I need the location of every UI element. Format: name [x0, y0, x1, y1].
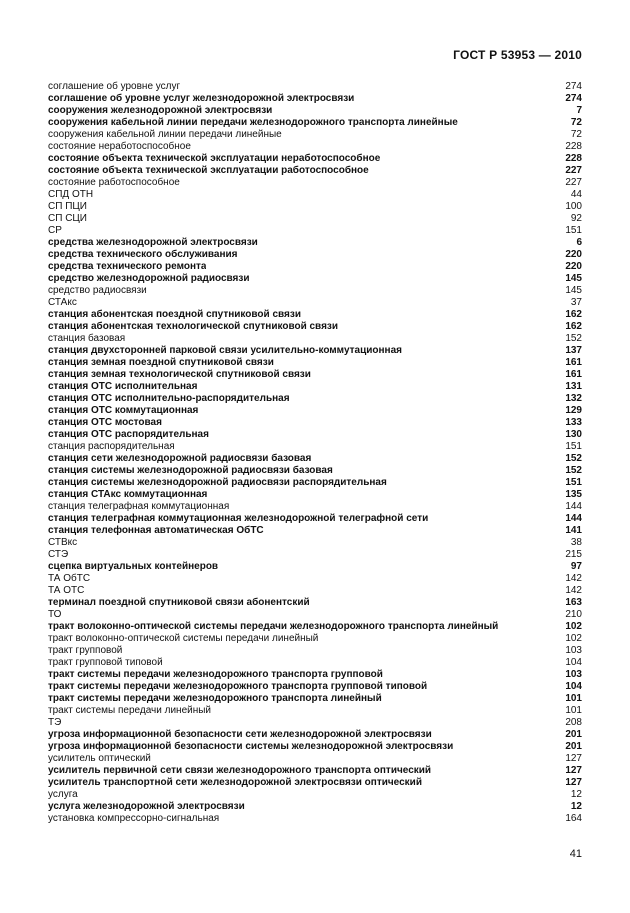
index-term: ТО [48, 609, 62, 620]
index-page-ref: 129 [565, 405, 582, 416]
index-entry [48, 417, 582, 429]
index-entry [48, 801, 582, 813]
index-page-ref: 145 [565, 273, 582, 284]
index-page-ref: 152 [565, 465, 582, 476]
index-term: ТА ОТС [48, 585, 85, 596]
index-page-ref: 131 [565, 381, 582, 392]
index-entry [48, 549, 582, 561]
index-entry [48, 573, 582, 585]
index-entry [48, 153, 582, 165]
index-entry [48, 357, 582, 369]
index-term: средства железнодорожной электросвязи [48, 237, 258, 248]
index-term: тракт системы передачи железнодорожного транспорта групповой [48, 669, 383, 680]
index-page-ref: 12 [570, 801, 582, 812]
index-page-ref: 151 [565, 477, 582, 488]
index-entry [48, 609, 582, 621]
index-term: усилитель оптический [48, 753, 151, 764]
index-entry [48, 597, 582, 609]
index-page-ref: 227 [565, 177, 582, 188]
index-entry [48, 117, 582, 129]
index-entry [48, 441, 582, 453]
index-entry [48, 189, 582, 201]
index-entry [48, 141, 582, 153]
index-term: средства технического ремонта [48, 261, 207, 272]
index-entry [48, 309, 582, 321]
index-term: тракт системы передачи железнодорожного транспорта линейный [48, 693, 382, 704]
index-page-ref: 100 [565, 201, 582, 212]
index-term: терминал поездной спутниковой связи абонентский [48, 597, 310, 608]
index-page-ref: 201 [565, 741, 582, 752]
index-term: угроза информационной безопасности сети железнодорожной электросвязи [48, 729, 432, 740]
index-term: СП ПЦИ [48, 201, 87, 212]
index-term: станция системы железнодорожной радиосвязи базовая [48, 465, 333, 476]
index-term: усилитель транспортной сети железнодорожной электросвязи оптический [48, 777, 422, 788]
index-page-ref: 6 [576, 237, 582, 248]
index-entry [48, 585, 582, 597]
index-entry [48, 213, 582, 225]
index-term: станция СТАкс коммутационная [48, 489, 208, 500]
index-term: состояние объекта технической эксплуатации неработоспособное [48, 153, 381, 164]
index-page-ref: 162 [565, 321, 582, 332]
index-page-ref: 228 [565, 153, 582, 164]
index-page-ref: 104 [565, 681, 582, 692]
index-page-ref: 92 [570, 213, 582, 224]
index-term: станция системы железнодорожной радиосвязи распорядительная [48, 477, 387, 488]
index-page-ref: 145 [565, 285, 582, 296]
index-entry [48, 789, 582, 801]
index-entry [48, 477, 582, 489]
index-entry [48, 621, 582, 633]
index-entry [48, 717, 582, 729]
index-page-ref: 72 [570, 117, 582, 128]
index-entry [48, 129, 582, 141]
index-entry [48, 813, 582, 825]
index-page-ref: 208 [565, 717, 582, 728]
index-entry [48, 681, 582, 693]
index-entry [48, 381, 582, 393]
index-entry [48, 165, 582, 177]
term-index-list [48, 81, 582, 825]
index-entry [48, 369, 582, 381]
index-page-ref: 152 [565, 333, 582, 344]
index-page-ref: 127 [565, 753, 582, 764]
index-entry [48, 453, 582, 465]
index-term: станция двухсторонней парковой связи усилительно-коммутационная [48, 345, 402, 356]
index-term: станция абонентская поездной спутниковой связи [48, 309, 301, 320]
index-entry [48, 237, 582, 249]
index-entry [48, 297, 582, 309]
index-entry [48, 501, 582, 513]
index-entry [48, 561, 582, 573]
index-page-ref: 133 [565, 417, 582, 428]
index-entry [48, 333, 582, 345]
index-term: станция сети железнодорожной радиосвязи базовая [48, 453, 312, 464]
index-page-ref: 144 [565, 513, 582, 524]
index-entry [48, 201, 582, 213]
index-term: станция абонентская технологической спутниковой связи [48, 321, 339, 332]
index-entry [48, 765, 582, 777]
index-entry [48, 93, 582, 105]
index-entry [48, 261, 582, 273]
index-entry [48, 489, 582, 501]
page-number: 41 [569, 848, 582, 860]
index-entry [48, 645, 582, 657]
index-entry [48, 393, 582, 405]
index-page-ref: 103 [565, 645, 582, 656]
index-term: усилитель первичной сети связи железнодорожного транспорта оптический [48, 765, 432, 776]
index-page-ref: 228 [565, 141, 582, 152]
index-entry [48, 741, 582, 753]
index-entry [48, 429, 582, 441]
index-page-ref: 130 [565, 429, 582, 440]
index-term: станция земная поездной спутниковой связи [48, 357, 274, 368]
index-term: услуга железнодорожной электросвязи [48, 801, 245, 812]
index-term: станция базовая [48, 333, 126, 344]
index-page-ref: 161 [565, 369, 582, 380]
index-term: станция ОТС коммутационная [48, 405, 199, 416]
index-page-ref: 132 [565, 393, 582, 404]
index-term: тракт системы передачи железнодорожного транспорта групповой типовой [48, 681, 428, 692]
index-entry [48, 345, 582, 357]
index-page-ref: 72 [570, 129, 582, 140]
index-page-ref: 101 [565, 693, 582, 704]
index-entry [48, 537, 582, 549]
index-term: соглашение об уровне услуг железнодорожной электросвязи [48, 93, 355, 104]
index-page-ref: 151 [565, 225, 582, 236]
index-term: станция телефонная автоматическая ОбТС [48, 525, 264, 536]
index-page-ref: 201 [565, 729, 582, 740]
index-term: станция телеграфная коммутационная железнодорожной телеграфной сети [48, 513, 429, 524]
index-entry [48, 669, 582, 681]
index-entry [48, 321, 582, 333]
index-entry [48, 81, 582, 93]
index-entry [48, 225, 582, 237]
index-term: станция распорядительная [48, 441, 175, 452]
index-page-ref: 142 [565, 585, 582, 596]
index-entry [48, 693, 582, 705]
index-entry [48, 513, 582, 525]
index-term: СР [48, 225, 62, 236]
index-page-ref: 12 [570, 789, 582, 800]
index-page-ref: 101 [565, 705, 582, 716]
index-page-ref: 103 [565, 669, 582, 680]
index-term: ТЭ [48, 717, 62, 728]
index-term: средство радиосвязи [48, 285, 147, 296]
index-page-ref: 44 [570, 189, 582, 200]
index-entry [48, 177, 582, 189]
index-term: СПД ОТН [48, 189, 94, 200]
index-entry [48, 705, 582, 717]
index-entry [48, 657, 582, 669]
index-page-ref: 164 [565, 813, 582, 824]
index-page-ref: 104 [565, 657, 582, 668]
index-entry [48, 525, 582, 537]
index-page-ref: 97 [570, 561, 582, 572]
index-term: состояние работоспособное [48, 177, 180, 188]
index-term: станция ОТС исполнительная [48, 381, 198, 392]
index-term: станция земная технологической спутниковой связи [48, 369, 311, 380]
index-page-ref: 210 [565, 609, 582, 620]
index-page-ref: 144 [565, 501, 582, 512]
document-header: ГОСТ Р 53953 — 2010 [453, 48, 582, 62]
index-entry [48, 105, 582, 117]
index-page-ref: 227 [565, 165, 582, 176]
index-entry [48, 753, 582, 765]
index-term: станция ОТС исполнительно-распорядительная [48, 393, 290, 404]
index-entry [48, 633, 582, 645]
index-page-ref: 274 [565, 93, 582, 104]
index-page-ref: 215 [565, 549, 582, 560]
index-term: угроза информационной безопасности системы железнодорожной электросвязи [48, 741, 454, 752]
index-term: тракт системы передачи линейный [48, 705, 212, 716]
index-term: соглашение об уровне услуг [48, 81, 181, 92]
index-term: услуга [48, 789, 78, 800]
index-term: СТВкс [48, 537, 78, 548]
index-term: станция телеграфная коммутационная [48, 501, 230, 512]
index-page-ref: 142 [565, 573, 582, 584]
index-page-ref: 163 [565, 597, 582, 608]
index-page-ref: 135 [565, 489, 582, 500]
index-term: сооружения кабельной линии передачи линейные [48, 129, 282, 140]
index-term: сооружения кабельной линии передачи железнодорожного транспорта линейные [48, 117, 458, 128]
index-term: тракт волоконно-оптической системы передачи линейный [48, 633, 319, 644]
index-term: станция ОТС мостовая [48, 417, 162, 428]
index-page-ref: 161 [565, 357, 582, 368]
index-entry [48, 729, 582, 741]
index-page-ref: 102 [565, 621, 582, 632]
index-term: станция ОТС распорядительная [48, 429, 209, 440]
index-page-ref: 37 [570, 297, 582, 308]
index-page-ref: 127 [565, 777, 582, 788]
index-entry [48, 249, 582, 261]
index-entry [48, 465, 582, 477]
index-term: установка компрессорно-сигнальная [48, 813, 220, 824]
index-term: тракт групповой типовой [48, 657, 163, 668]
index-page-ref: 151 [565, 441, 582, 452]
index-term: СТЭ [48, 549, 69, 560]
index-term: состояние неработоспособное [48, 141, 191, 152]
index-term: СП СЦИ [48, 213, 87, 224]
index-term: сцепка виртуальных контейнеров [48, 561, 219, 572]
index-page-ref: 137 [565, 345, 582, 356]
index-term: сооружения железнодорожной электросвязи [48, 105, 273, 116]
index-entry [48, 405, 582, 417]
index-term: ТА ОбТС [48, 573, 91, 584]
index-term: тракт волоконно-оптической системы передачи железнодорожного транспорта линейный [48, 621, 499, 632]
index-page-ref: 274 [565, 81, 582, 92]
index-term: средства технического обслуживания [48, 249, 238, 260]
index-term: состояние объекта технической эксплуатации работоспособное [48, 165, 369, 176]
index-page-ref: 102 [565, 633, 582, 644]
index-page-ref: 220 [565, 249, 582, 260]
index-page-ref: 7 [576, 105, 582, 116]
index-page-ref: 220 [565, 261, 582, 272]
index-page-ref: 127 [565, 765, 582, 776]
index-entry [48, 777, 582, 789]
index-page-ref: 141 [565, 525, 582, 536]
index-term: тракт групповой [48, 645, 123, 656]
index-entry [48, 273, 582, 285]
index-page-ref: 152 [565, 453, 582, 464]
index-page-ref: 38 [570, 537, 582, 548]
index-term: СТАкс [48, 297, 77, 308]
index-entry [48, 285, 582, 297]
index-page-ref: 162 [565, 309, 582, 320]
index-term: средство железнодорожной радиосвязи [48, 273, 250, 284]
